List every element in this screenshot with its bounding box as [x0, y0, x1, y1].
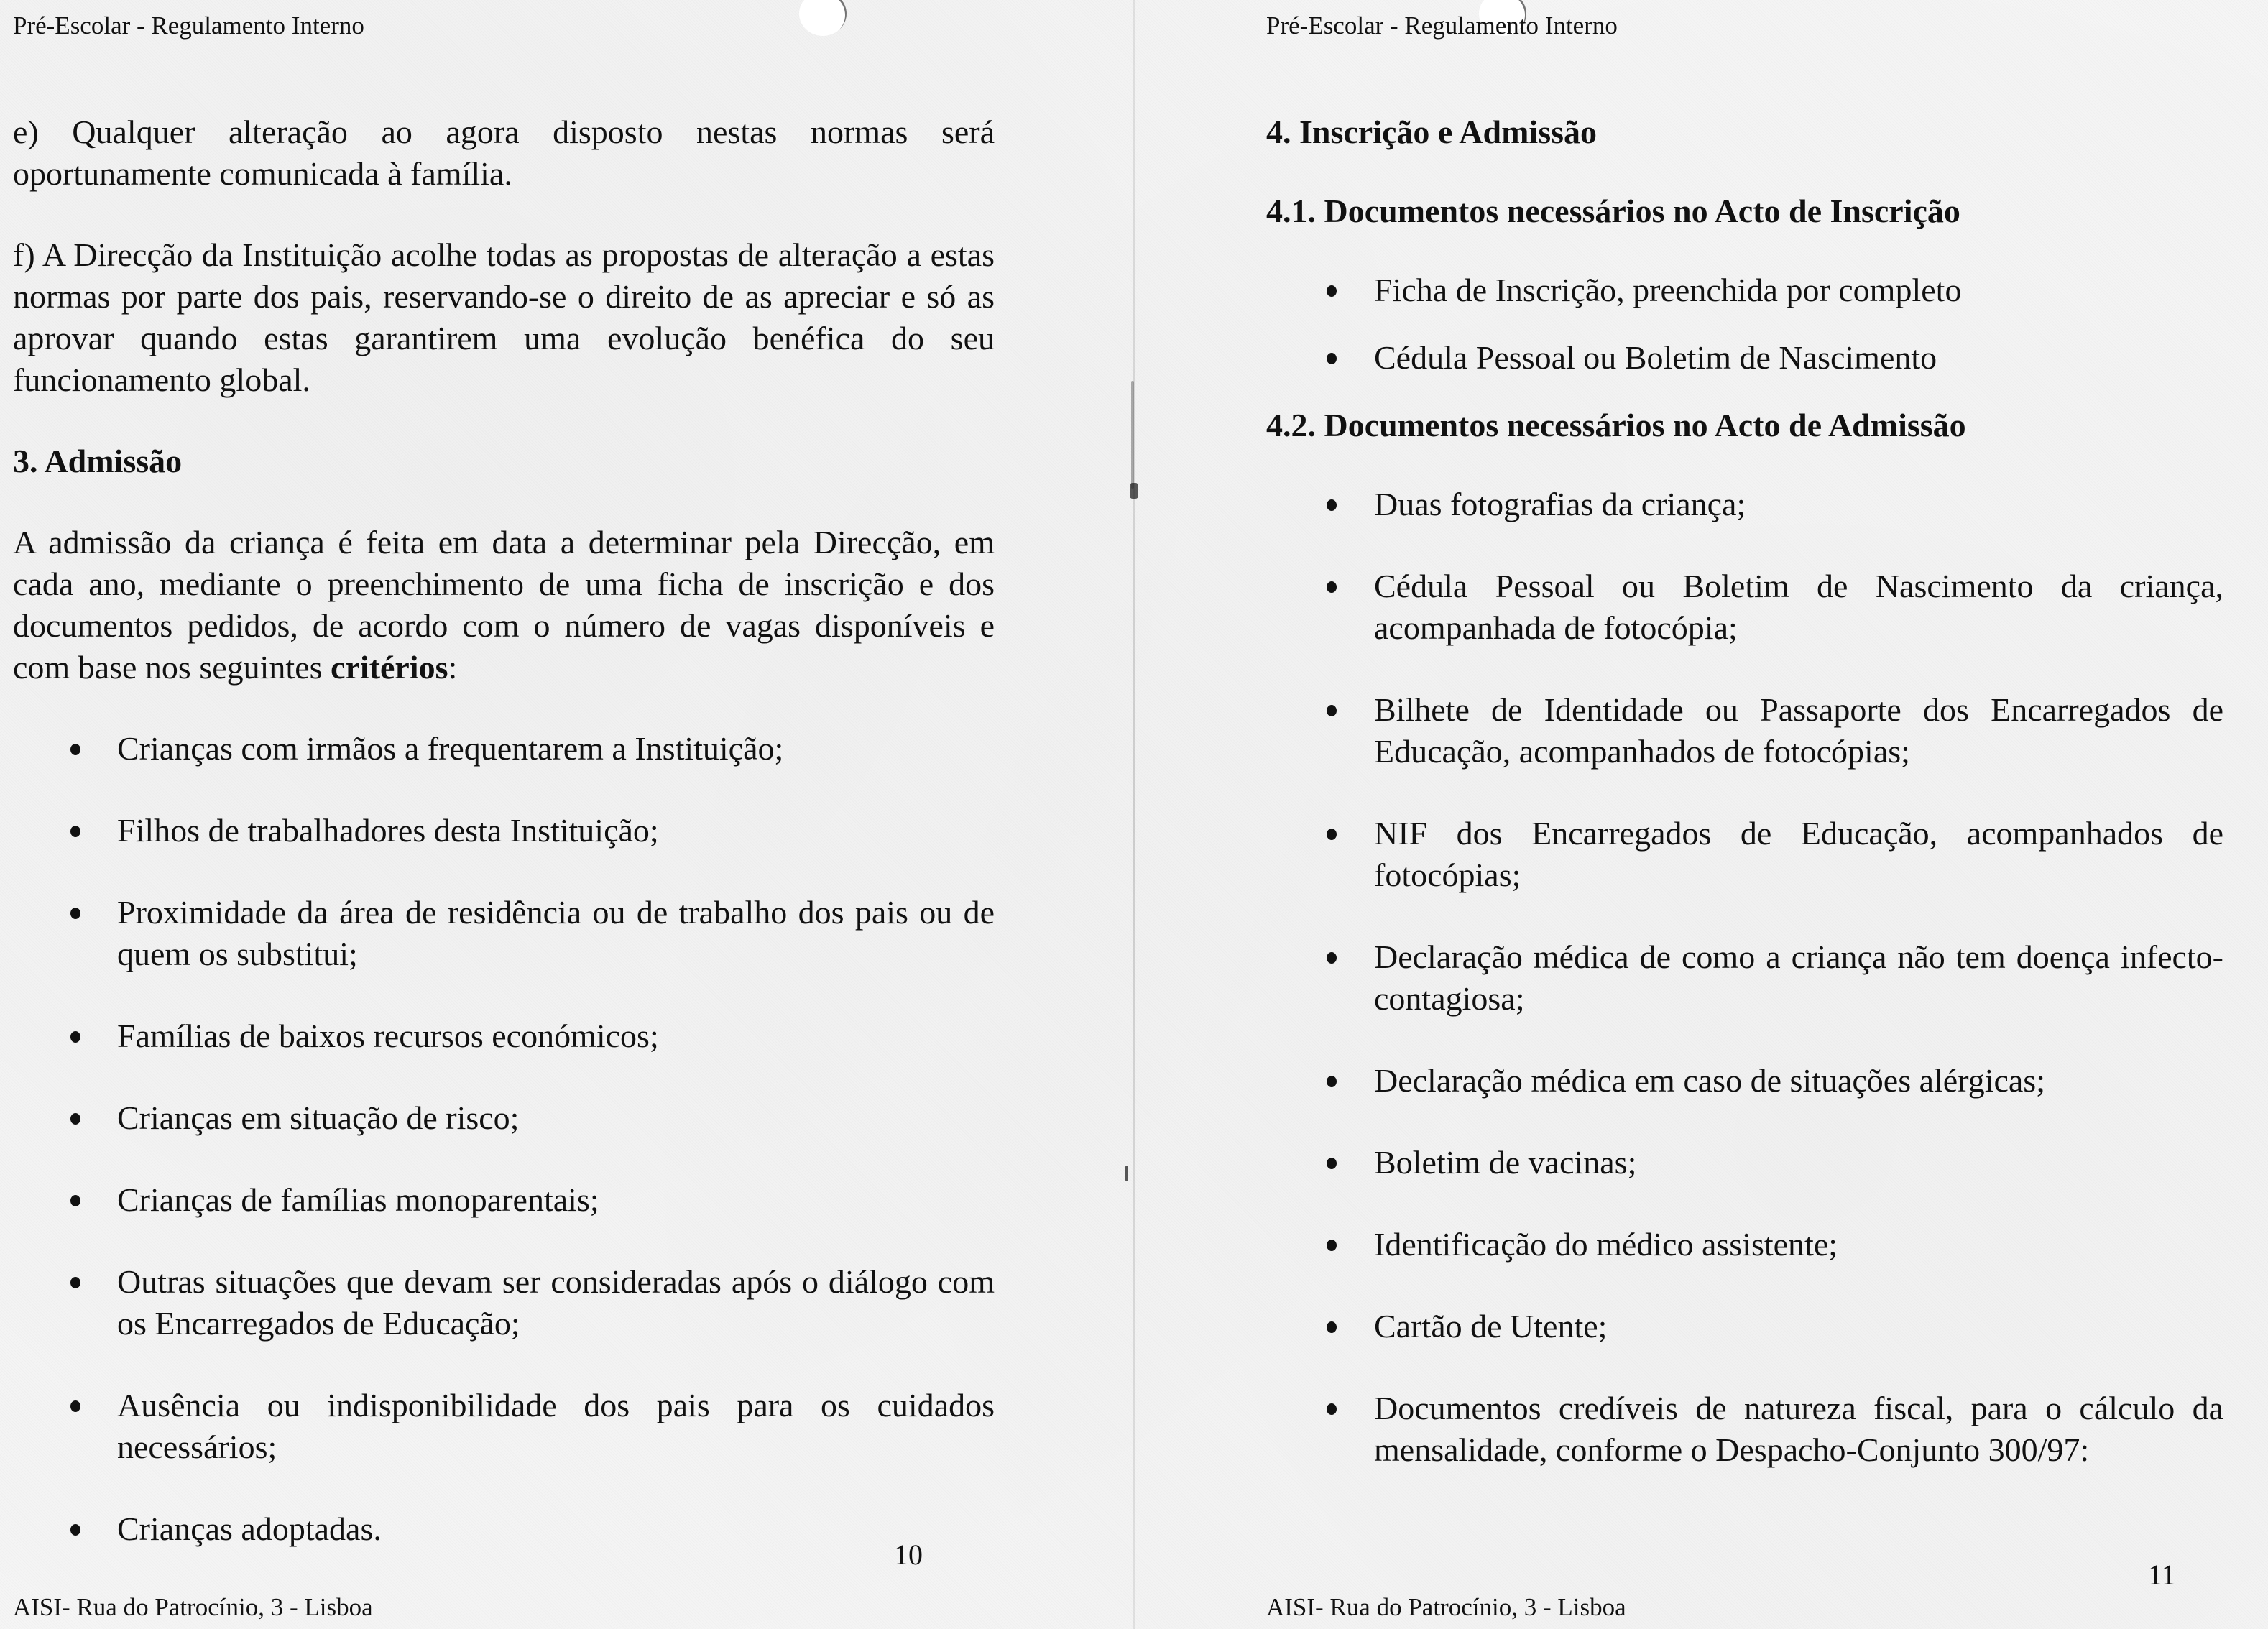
bullet-icon — [70, 1195, 80, 1206]
list-item — [13, 1179, 995, 1221]
admission-documents-list — [1266, 484, 2223, 1471]
list-item — [1266, 1142, 2223, 1183]
list-item — [13, 728, 995, 770]
list-item — [13, 810, 995, 852]
bullet-icon — [70, 1031, 80, 1043]
criteria-emphasis: critérios — [331, 649, 448, 686]
bullet-icon — [70, 908, 80, 919]
page-number: 10 — [894, 1538, 923, 1571]
bullet-icon — [1327, 952, 1337, 964]
bullet-icon — [70, 826, 80, 837]
section-heading-inscricao-admissao: 4. Inscrição e Admissão — [1266, 114, 1597, 150]
list-item-text: Famílias de baixos recursos económicos; — [117, 1017, 659, 1054]
page-content — [13, 111, 995, 1590]
list-item — [1266, 689, 2223, 772]
bullet-icon — [1327, 1076, 1337, 1087]
running-head: Pré-Escolar - Regulamento Interno — [1266, 11, 1618, 40]
section-heading-admissao: 3. Admissão — [13, 443, 183, 479]
list-item — [1266, 936, 2223, 1020]
list-item — [1266, 813, 2223, 896]
bullet-icon — [70, 744, 80, 755]
list-item-text: Proximidade da área de residência ou de trabalho dos pais ou de quem os substitui; — [117, 894, 995, 972]
paragraph-f: f) A Direcção da Instituição acolhe todas as propostas de alteração a estas normas por parte dos pais, reservando-se o direito de as apreciar e só as aprovar quando estas garantirem uma evolução benéfica do seu funcionamento global. — [13, 236, 995, 398]
bullet-icon — [1327, 499, 1337, 511]
enrollment-documents-list — [1266, 269, 2223, 379]
list-item-text: Crianças em situação de risco; — [117, 1099, 520, 1136]
list-item — [13, 1385, 995, 1468]
page-number: 11 — [2148, 1559, 2176, 1591]
subsection-heading-admissao: 4.2. Documentos necessários no Acto de Admissão — [1266, 407, 1966, 443]
bullet-icon — [70, 1400, 80, 1412]
list-item-text: Documentos credíveis de natureza fiscal, para o cálculo da mensalidade, conforme o Despacho-Conjunto 300/97: — [1374, 1390, 2223, 1468]
bullet-icon — [1327, 581, 1337, 593]
page-content — [1266, 111, 2223, 1511]
list-item — [1266, 1060, 2223, 1102]
list-item — [13, 1015, 995, 1057]
list-item-text: Identificação do médico assistente; — [1374, 1226, 1838, 1263]
subsection-heading-inscricao: 4.1. Documentos necessários no Acto de Inscrição — [1266, 193, 1960, 229]
list-item-text: NIF dos Encarregados de Educação, acompanhados de fotocópias; — [1374, 815, 2223, 893]
bullet-icon — [1327, 1240, 1337, 1251]
page-footer-address: AISI- Rua do Patrocínio, 3 - Lisboa — [13, 1593, 373, 1621]
list-item — [13, 892, 995, 975]
list-item-text: Crianças adoptadas. — [117, 1510, 382, 1547]
bullet-icon — [70, 1113, 80, 1125]
list-item-text: Cartão de Utente; — [1374, 1308, 1608, 1344]
admission-intro-end: : — [448, 649, 458, 686]
list-item-text: Ficha de Inscrição, preenchida por completo — [1374, 272, 1962, 308]
list-item — [1266, 484, 2223, 525]
list-item — [13, 1097, 995, 1139]
list-item-text: Crianças com irmãos a frequentarem a Instituição; — [117, 730, 784, 767]
list-item-text: Declaração médica de como a criança não tem doença infecto-contagiosa; — [1374, 938, 2223, 1017]
bullet-icon — [1327, 705, 1337, 716]
list-item-text: Ausência ou indisponibilidade dos pais para os cuidados necessários; — [117, 1387, 995, 1465]
page-11 — [1134, 0, 2268, 1629]
bullet-icon — [1327, 353, 1337, 364]
list-item-text: Outras situações que devam ser consideradas após o diálogo com os Encarregados de Educação; — [117, 1263, 995, 1342]
list-item-text: Crianças de famílias monoparentais; — [117, 1181, 599, 1218]
bullet-icon — [1327, 1403, 1337, 1415]
admission-intro-text: A admissão da criança é feita em data a determinar pela Direcção, em cada ano, mediante o preenchimento de uma ficha de inscrição e dos documentos pedidos, de acordo com o número de vagas disponíveis e com base nos seguintes — [13, 524, 995, 686]
bullet-icon — [1327, 829, 1337, 840]
list-item — [1266, 1224, 2223, 1265]
list-item — [1266, 1388, 2223, 1471]
criteria-list — [13, 728, 995, 1550]
list-item — [1266, 337, 2223, 379]
list-item-text: Cédula Pessoal ou Boletim de Nascimento da criança, acompanhada de fotocópia; — [1374, 568, 2223, 646]
list-item-text: Boletim de vacinas; — [1374, 1144, 1637, 1181]
list-item-text: Duas fotografias da criança; — [1374, 486, 1746, 522]
list-item — [13, 1261, 995, 1344]
list-item-text: Cédula Pessoal ou Boletim de Nascimento — [1374, 339, 1937, 376]
list-item-text: Declaração médica em caso de situações alérgicas; — [1374, 1062, 2045, 1099]
list-item — [1266, 1306, 2223, 1347]
list-item — [1266, 566, 2223, 649]
bullet-icon — [70, 1277, 80, 1288]
bullet-icon — [1327, 285, 1337, 297]
list-item-text: Bilhete de Identidade ou Passaporte dos Encarregados de Educação, acompanhados de fotocópias; — [1374, 691, 2223, 770]
paragraph-e: e) Qualquer alteração ao agora disposto nestas normas será oportunamente comunicada à família. — [13, 114, 995, 192]
list-item — [13, 1508, 995, 1550]
bullet-icon — [70, 1524, 80, 1536]
list-item — [1266, 269, 2223, 311]
running-head: Pré-Escolar - Regulamento Interno — [13, 11, 364, 40]
bullet-icon — [1327, 1321, 1337, 1333]
list-item-text: Filhos de trabalhadores desta Instituição; — [117, 812, 659, 849]
bullet-icon — [1327, 1158, 1337, 1169]
page-footer-address: AISI- Rua do Patrocínio, 3 - Lisboa — [1266, 1593, 1626, 1621]
admission-intro — [13, 522, 995, 688]
